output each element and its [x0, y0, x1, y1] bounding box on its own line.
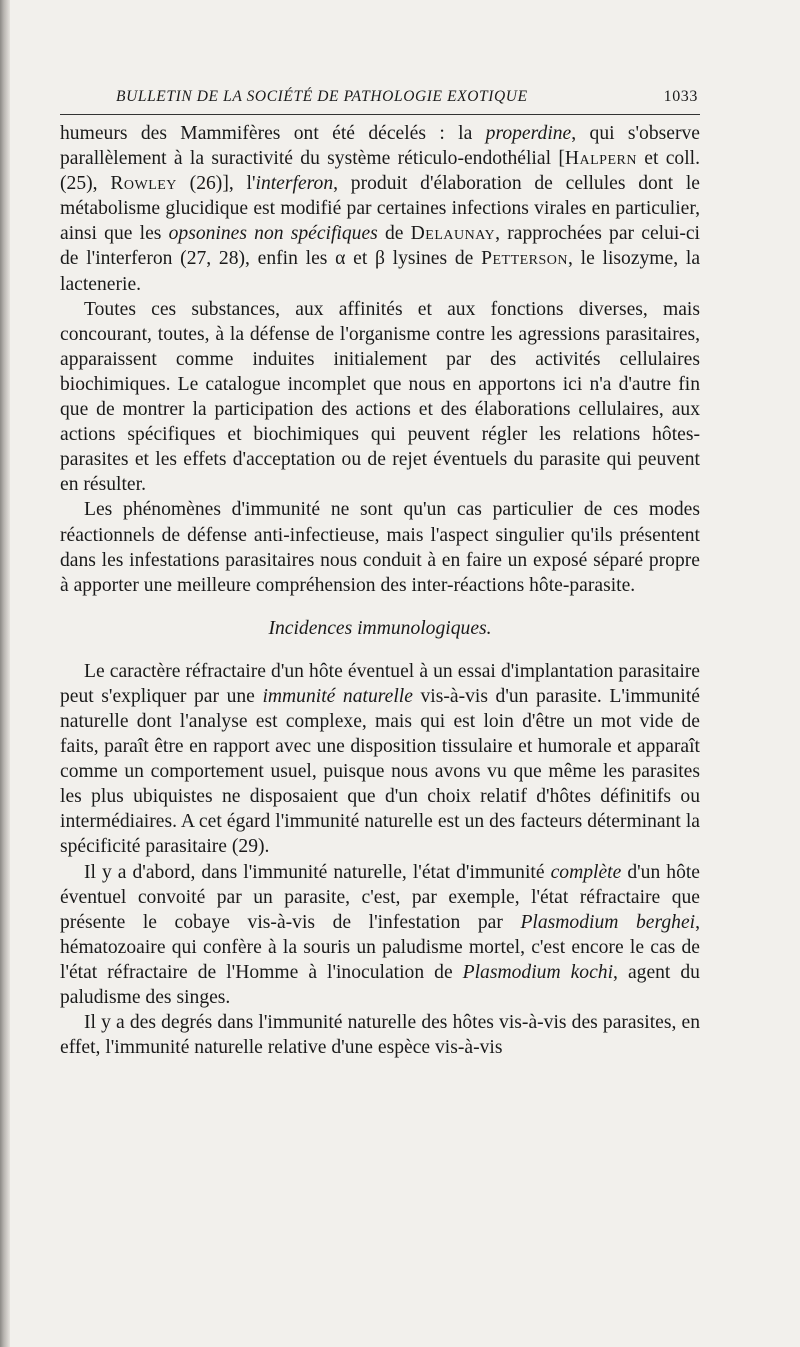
page-number: 1033 — [663, 88, 698, 105]
text-run: de — [377, 223, 411, 245]
paragraph-p3 — [60, 497, 700, 597]
paragraph-p4 — [60, 659, 700, 860]
text-run: , agent du paludisme des singes. — [60, 961, 700, 1008]
author-name: Halpern — [564, 148, 637, 170]
italic-term: interferon — [255, 173, 334, 195]
italic-term: properdine — [485, 123, 572, 144]
section-title: Incidences immunologiques. — [268, 617, 492, 639]
paragraph-p2 — [60, 297, 700, 498]
running-head — [60, 84, 700, 114]
text-run: et coll. (25), — [60, 148, 700, 195]
paragraph-p5 — [60, 860, 700, 1011]
journal-title: BULLETIN DE LA SOCIÉTÉ DE PATHOLOGIE EXOTIQUE — [116, 88, 528, 105]
text-run: , produit d'élaboration de cellules dont le métabolisme glucidique est modifié par certaines infections virales en particulier, ainsi que les — [60, 173, 700, 245]
paragraph-p6 — [60, 1010, 700, 1060]
paragraph-p1 — [60, 121, 700, 297]
scan-edge — [0, 0, 10, 1347]
text-run: humeurs des Mammifères ont été décelés : la — [60, 123, 486, 144]
author-name: Delaunay — [410, 223, 496, 245]
author-name: Petterson — [481, 248, 569, 270]
text-run: Le caractère réfractaire d'un hôte éventuel à un essai d'implantation parasitaire peut s'expliquer par une — [60, 660, 700, 707]
text-run: (26)], l' — [176, 173, 256, 195]
author-name: Rowley — [110, 173, 177, 195]
text-run: d'un hôte éventuel convoité par un parasite, c'est, par exemple, l'état réfractaire que présente le cobaye vis-à-vis de l'infestation par — [60, 861, 701, 933]
italic-term: Plasmodium berghei — [520, 911, 696, 933]
text-run: Il y a d'abord, dans l'immunité naturelle, l'état d'immunité — [84, 861, 551, 883]
paragraphs-after-section — [60, 659, 700, 1061]
italic-term: complète — [550, 861, 622, 883]
text-run: vis-à-vis d'un parasite. L'immunité naturelle dont l'analyse est complexe, mais qui est loin d'être un mot vide de faits, paraît être en rapport avec une disposition tissulaire et humorale et apparaît comme un comportement usuel, puisque nous avons vu que même les parasites les plus ubiquistes ne disposaient que d'un choix relatif d'hôtes définitifs ou intermédiaires. A cet égard l'immunité naturelle est un des facteurs déterminant la spécificité parasitaire (29). — [60, 685, 700, 858]
book-page — [60, 84, 700, 1060]
italic-term: immunité naturelle — [262, 685, 413, 707]
paragraphs-before-section — [60, 121, 700, 598]
text-run: , hématozoaire qui confère à la souris un paludisme mortel, c'est encore le cas de l'état réfractaire de l'Homme à l'inoculation de — [60, 911, 700, 983]
text-run: Les phénomènes d'immunité ne sont qu'un cas particulier de ces modes réactionnels de défense anti-infectieuse, mais l'aspect singulier qu'ils présentent dans les infestations parasitaires nous conduit à en faire un exposé séparé propre à apporter une meilleure compréhension des inter-réactions hôte-parasite. — [60, 499, 700, 596]
text-run: , le lisozyme, la lactenerie. — [60, 248, 701, 295]
text-run: , qui s'observe parallèlement à la suractivité du système réticulo-endothélial [ — [60, 123, 700, 170]
text-run: Il y a des degrés dans l'immunité naturelle des hôtes vis-à-vis des parasites, en effet, l'immunité naturelle relative d'une espèce vis-à-vis — [60, 1012, 700, 1059]
text-run: , rapprochées par celui-ci de l'interferon (27, 28), enfin les α et β lysines de — [60, 223, 700, 270]
text-run: Toutes ces substances, aux affinités et aux fonctions diverses, mais concourant, toutes, à la défense de l'organisme contre les agressions parasitaires, apparaissent comme induites initialement par des activités cellulaires biochimiques. Le catalogue incomplet que nous en apportons ici n'a d'autre fin que de montrer la participation des actions et des élaborations cellulaires, aux actions spécifiques et biochimiques qui peuvent régler les relations hôtes-parasites et les effets d'acceptation ou de rejet éventuels du parasite qui peuvent en résulter. — [60, 298, 700, 496]
header-rule — [60, 114, 700, 115]
italic-term: opsonines non spécifiques — [168, 223, 378, 245]
body-text — [60, 121, 700, 1060]
italic-term: Plasmodium kochi — [462, 961, 614, 983]
